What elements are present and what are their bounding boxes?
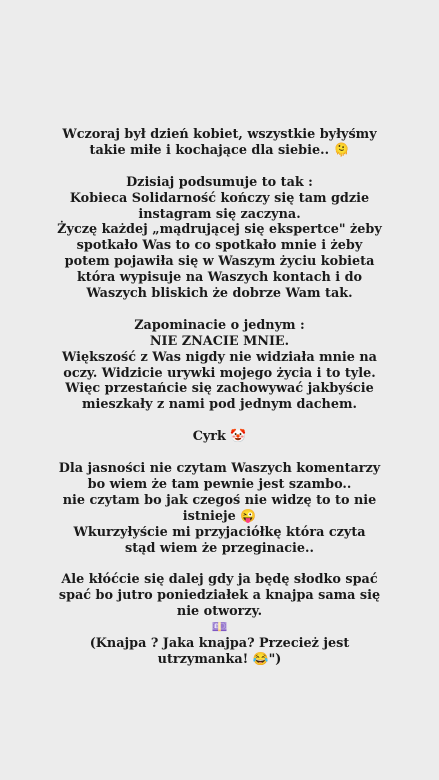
story-paragraph-5: Dla jasności nie czytam Waszych komentarzy bo wiem że tam pewnie jest szambo.. nie czytam bo jak czegoś nie widzę to to nie istnieje 😜 Wkurzyłyście mi przyjaciółkę która czyta stąd wiem że przeginacie..	[58, 460, 381, 556]
paragraph-gap	[12, 302, 427, 318]
story-paragraph-1: Wczoraj był dzień kobiet, wszystkie byłyśmy takie miłe i kochające dla siebie.. 🫠	[62, 127, 377, 158]
story-paragraph-2: Dzisiaj podsumuje to tak : Kobieca Solidarność kończy się tam gdzie instagram się zaczyna. Życzę każdej „mądrującej się ekspertce" żeby spotkało Was to co spotkało mnie i żeby potem pojawiła się w Waszym życiu kobieta która wypisuje na Waszych kontach i do Waszych bliskich że dobrze Wam tak.	[57, 174, 382, 302]
story-text-block	[12, 127, 427, 668]
story-paragraph-4: Cyrk 🤡	[192, 429, 247, 445]
paragraph-gap	[12, 556, 427, 572]
story-paragraph-6: Ale kłóćcie się dalej gdy ja będę słodko spać spać bo jutro poniedziałek a knajpa sama się nie otworzy. 💷 (Knajpa ? Jaka knajpa? Przecież jest utrzymanka! 😂")	[58, 572, 381, 667]
story-paragraph-3: Zapominacie o jednym : NIE ZNACIE MNIE. Większość z Was nigdy nie widziała mnie na oczy. Widzicie urywki mojego życia i to tyle. Więc przestańcie się zachowywać jakbyście mieszkały z nami pod jednym dachem.	[62, 317, 377, 413]
paragraph-gap	[12, 159, 427, 175]
paragraph-gap	[12, 413, 427, 429]
paragraph-gap	[12, 445, 427, 461]
